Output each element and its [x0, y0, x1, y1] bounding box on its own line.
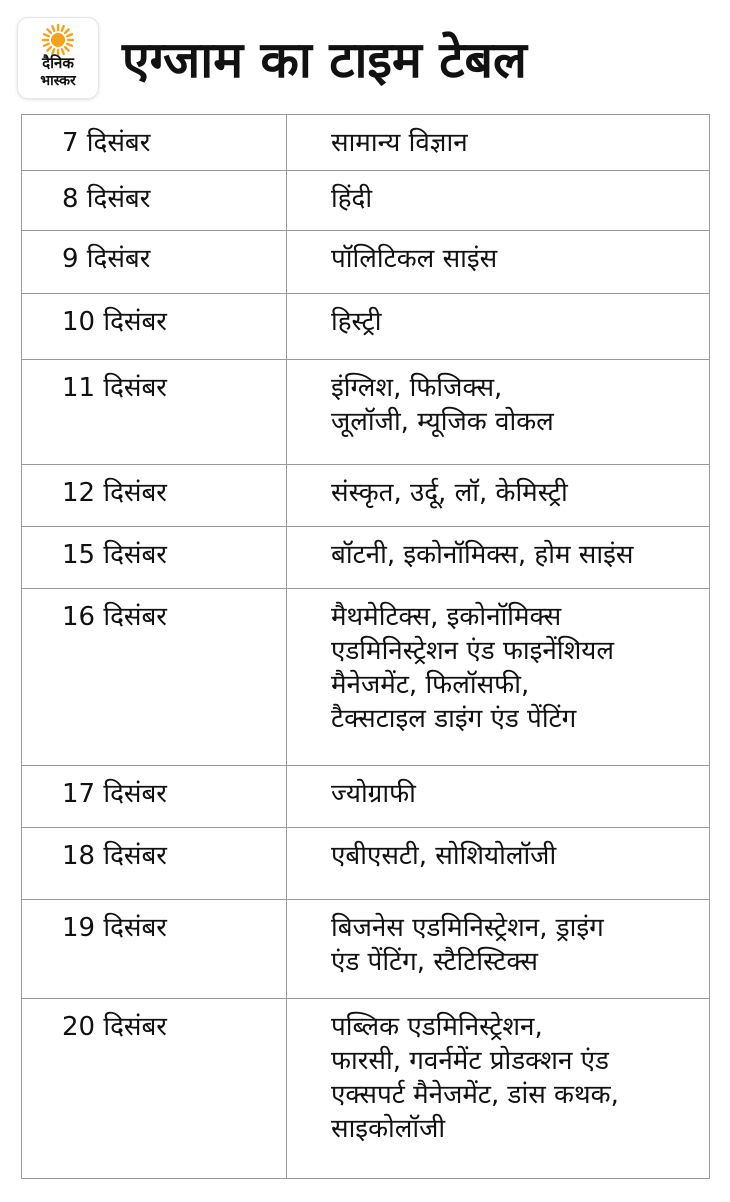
exam-subject-line: एबीएसटी, सोशियोलॉजी [331, 841, 557, 871]
exam-subjects-cell [287, 527, 710, 589]
exam-subject-line: बॉटनी, इकोनॉमिक्स, होम साइंस [331, 540, 634, 570]
exam-subjects-cell [287, 828, 710, 900]
exam-subject-line: एडमिनिस्ट्रेशन एंड फाइनेंशियल [331, 636, 614, 666]
exam-subject-line: पब्लिक एडमिनिस्ट्रेशन, [331, 1012, 543, 1042]
exam-date: 8 दिसंबर [62, 184, 151, 214]
table-row [22, 465, 710, 527]
exam-subjects-cell [287, 231, 710, 294]
exam-date-cell [22, 527, 287, 589]
exam-date-cell [22, 999, 287, 1179]
exam-date: 9 दिसंबर [62, 244, 151, 274]
exam-subjects-cell [287, 766, 710, 828]
exam-date-cell [22, 231, 287, 294]
exam-date: 10 दिसंबर [62, 307, 167, 337]
logo-text-dainik: दैनिक [42, 54, 74, 72]
exam-subject-line: हिस्ट्री [331, 307, 382, 337]
dainik-bhaskar-logo [18, 18, 98, 98]
exam-subject-line: पॉलिटिकल साइंस [331, 244, 498, 274]
exam-date-cell [22, 171, 287, 231]
exam-date-cell [22, 828, 287, 900]
exam-subject-line: टैक्सटाइल डाइंग एंड पेंटिंग [331, 704, 577, 734]
exam-subjects-cell [287, 115, 710, 171]
table-row [22, 828, 710, 900]
exam-subject-line: हिंदी [331, 184, 373, 214]
exam-date: 18 दिसंबर [62, 841, 167, 871]
exam-subject-line: मैनेजमेंट, फिलॉसफी, [331, 670, 530, 700]
exam-date: 12 दिसंबर [62, 478, 167, 508]
exam-subject-line: सामान्य विज्ञान [331, 128, 468, 158]
exam-subject-line: ज्योग्राफी [331, 779, 416, 809]
exam-subject-line: फारसी, गवर्नमेंट प्रोडक्शन एंड [331, 1046, 609, 1076]
page-title: एग्जाम का टाइम टेबल [122, 31, 527, 89]
exam-subjects-cell [287, 999, 710, 1179]
table-row [22, 589, 710, 766]
exam-subject-line: जूलॉजी, म्यूजिक वोकल [331, 407, 554, 437]
table-row [22, 766, 710, 828]
exam-date-cell [22, 360, 287, 465]
exam-subjects-cell [287, 171, 710, 231]
exam-subjects-cell [287, 360, 710, 465]
exam-date: 19 दिसंबर [62, 913, 167, 943]
exam-subject-line: संस्कृत, उर्दू, लॉ, केमिस्ट्री [331, 478, 568, 508]
exam-subject-line: एक्सपर्ट मैनेजमेंट, डांस कथक, [331, 1080, 619, 1110]
table-row [22, 294, 710, 360]
table-row [22, 360, 710, 465]
exam-date-cell [22, 900, 287, 999]
exam-date: 7 दिसंबर [62, 128, 151, 158]
exam-date-cell [22, 465, 287, 527]
header [0, 0, 730, 112]
exam-date-cell [22, 589, 287, 766]
exam-date: 11 दिसंबर [62, 373, 167, 403]
exam-timetable [21, 114, 710, 1179]
exam-subjects-cell [287, 465, 710, 527]
table-row [22, 999, 710, 1179]
exam-date-cell [22, 766, 287, 828]
table-row [22, 900, 710, 999]
logo-text-bhaskar: भास्कर [40, 73, 76, 89]
exam-subject-line: मैथमेटिक्स, इकोनॉमिक्स [331, 602, 562, 632]
exam-subject-line: इंग्लिश, फिजिक्स, [331, 373, 503, 403]
exam-date: 20 दिसंबर [62, 1012, 167, 1042]
exam-date: 15 दिसंबर [62, 540, 167, 570]
exam-subjects-cell [287, 589, 710, 766]
exam-subject-line: साइकोलॉजी [331, 1114, 446, 1144]
table-row [22, 115, 710, 171]
exam-date-cell [22, 115, 287, 171]
table-row [22, 231, 710, 294]
exam-subjects-cell [287, 900, 710, 999]
exam-subject-line: एंड पेंटिंग, स्टैटिस्टिक्स [331, 947, 538, 977]
exam-subjects-cell [287, 294, 710, 360]
exam-date: 16 दिसंबर [62, 602, 167, 632]
exam-date-cell [22, 294, 287, 360]
table-row [22, 527, 710, 589]
exam-date: 17 दिसंबर [62, 779, 167, 809]
table-row [22, 171, 710, 231]
exam-subject-line: बिजनेस एडमिनिस्ट्रेशन, ड्राइंग [331, 913, 604, 943]
